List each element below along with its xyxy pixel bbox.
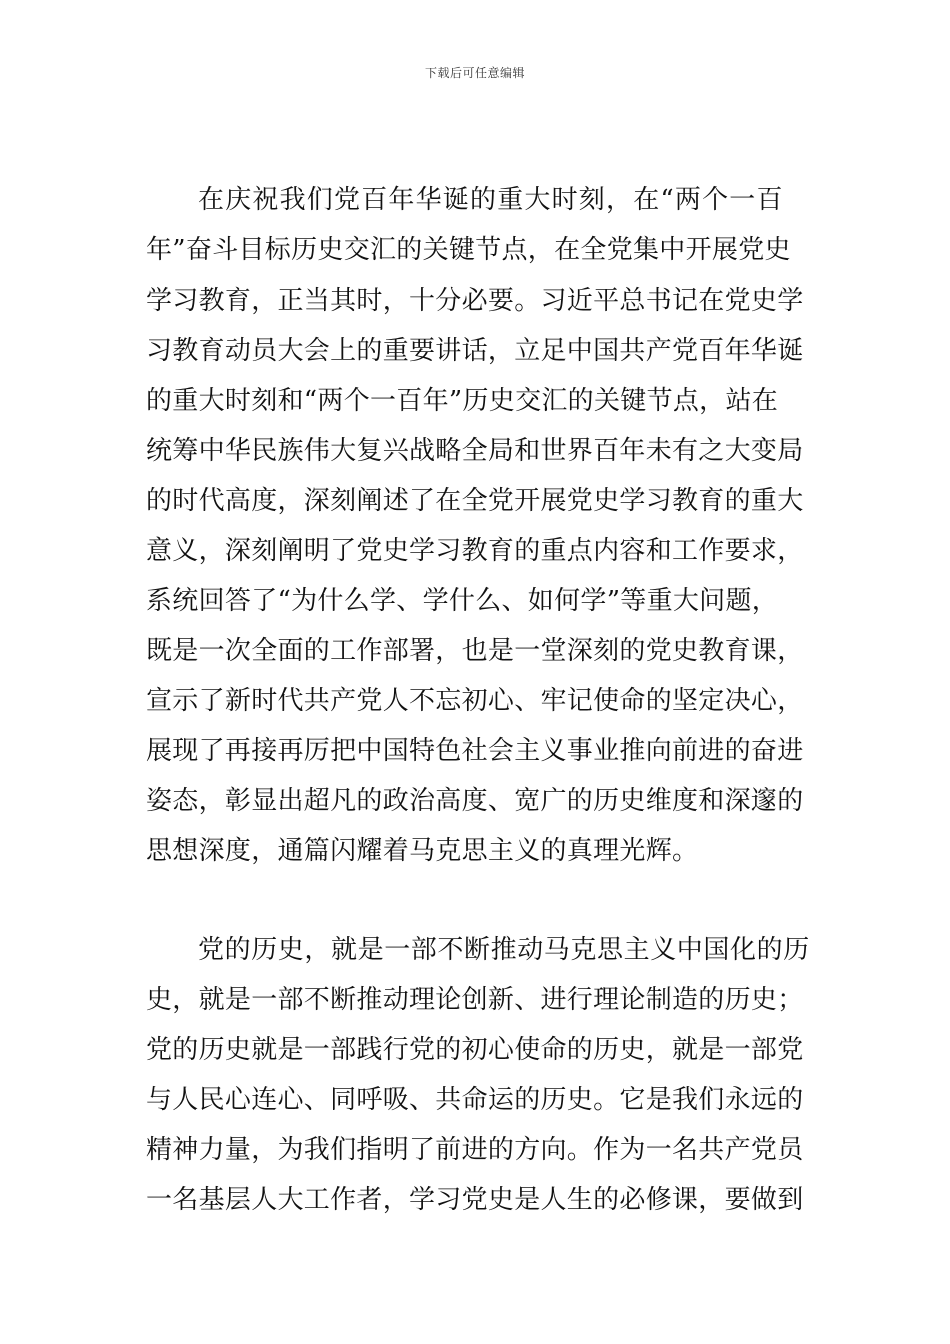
text-line: 学习教育，正当其时，十分必要。习近平总书记在党史学 <box>146 286 804 316</box>
text-line: 的时代高度，深刻阐述了在全党开展党史学习教育的重大 <box>146 486 804 516</box>
text-line: 党的历史，就是一部不断推动马克思主义中国化的历 <box>198 935 810 965</box>
text-line: 的重大时刻和“两个一百年”历史交汇的关键节点，站在 <box>146 386 779 416</box>
text-line: 姿态，彰显出超凡的政治高度、宽广的历史维度和深邃的 <box>146 786 804 816</box>
text-line: 统筹中华民族伟大复兴战略全局和世界百年未有之大变局 <box>146 436 804 466</box>
text-line: 一名基层人大工作者，学习党史是人生的必修课，要做到 <box>146 1185 804 1215</box>
text-line: 系统回答了“为什么学、学什么、如何学”等重大问题， <box>146 586 779 616</box>
text-line: 意义，深刻阐明了党史学习教育的重点内容和工作要求， <box>146 536 804 566</box>
text-line: 既是一次全面的工作部署，也是一堂深刻的党史教育课， <box>146 636 804 666</box>
text-line: 与人民心连心、同呼吸、共命运的历史。它是我们永远的 <box>146 1085 804 1115</box>
text-line: 年”奋斗目标历史交汇的关键节点，在全党集中开展党史 <box>146 235 791 265</box>
text-line: 思想深度，通篇闪耀着马克思主义的真理光辉。 <box>146 836 699 866</box>
text-line: 史，就是一部不断推动理论创新、进行理论制造的历史； <box>146 985 804 1015</box>
text-line: 党的历史就是一部践行党的初心使命的历史，就是一部党 <box>146 1035 804 1065</box>
page-header: 下载后可任意编辑 <box>424 66 525 80</box>
text-line: 宣示了新时代共产党人不忘初心、牢记使命的坚定决心， <box>146 686 804 716</box>
text-line: 展现了再接再厉把中国特色社会主义事业推向前进的奋进 <box>146 736 804 766</box>
text-line: 习教育动员大会上的重要讲话，立足中国共产党百年华诞 <box>146 336 804 366</box>
text-line: 精神力量，为我们指明了前进的方向。作为一名共产党员 <box>146 1135 804 1165</box>
text-line: 在庆祝我们党百年华诞的重大时刻，在“两个一百 <box>198 185 784 215</box>
